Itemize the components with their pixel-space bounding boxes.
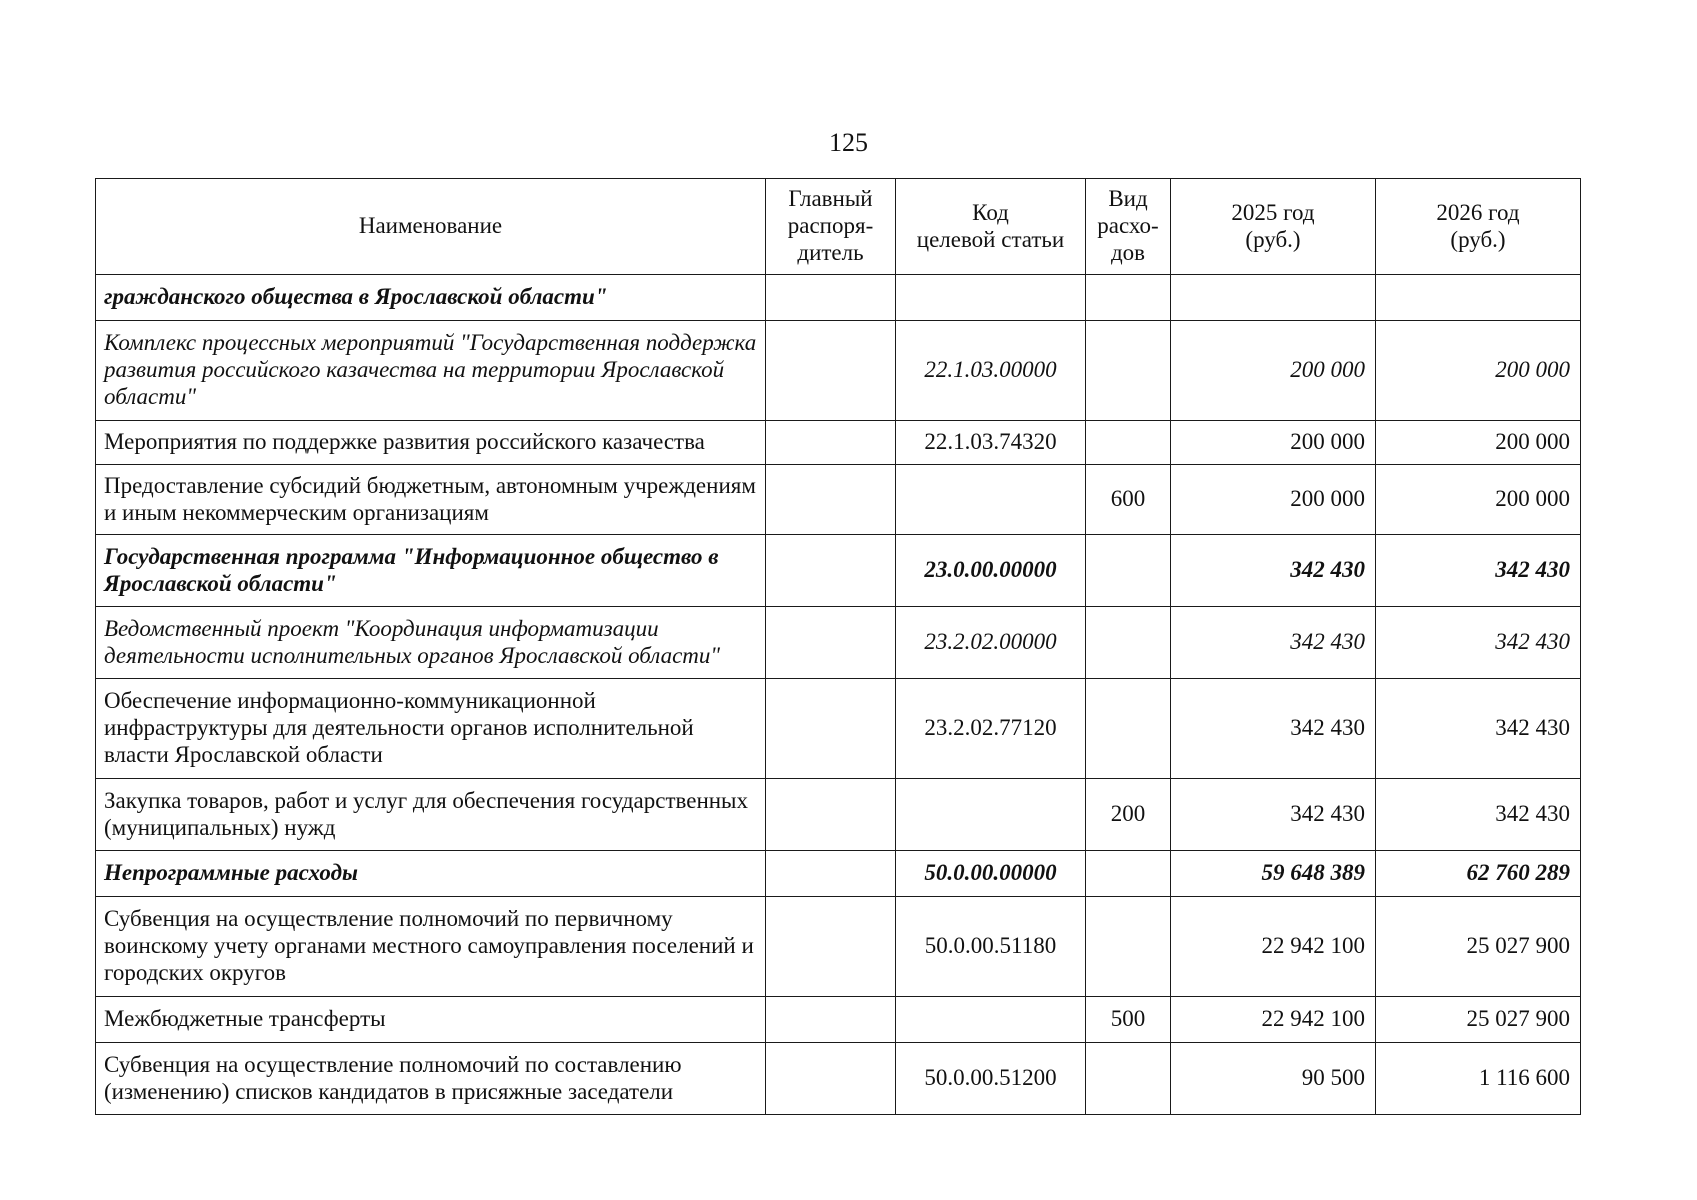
row-2025: 90 500	[1171, 1043, 1376, 1115]
row-code	[896, 465, 1086, 535]
budget-table	[95, 178, 1581, 1115]
row-2026: 200 000	[1376, 421, 1581, 465]
row-2025: 200 000	[1171, 421, 1376, 465]
row-chief	[766, 321, 896, 421]
row-name: Закупка товаров, работ и услуг для обеспечения государственных (муниципальных) нужд	[96, 779, 766, 851]
table-row	[96, 851, 1581, 897]
table-row	[96, 421, 1581, 465]
row-chief	[766, 535, 896, 607]
row-2025: 59 648 389	[1171, 851, 1376, 897]
row-code: 50.0.00.51200	[896, 1043, 1086, 1115]
table-row	[96, 997, 1581, 1043]
row-code: 23.2.02.00000	[896, 607, 1086, 679]
row-kind	[1086, 851, 1171, 897]
row-kind	[1086, 421, 1171, 465]
row-2026: 200 000	[1376, 321, 1581, 421]
row-kind	[1086, 321, 1171, 421]
row-kind: 200	[1086, 779, 1171, 851]
row-kind: 600	[1086, 465, 1171, 535]
row-name: Предоставление субсидий бюджетным, автономным учреждениям и иным некоммерческим организациям	[96, 465, 766, 535]
row-2025: 342 430	[1171, 607, 1376, 679]
row-2025: 342 430	[1171, 679, 1376, 779]
row-chief	[766, 421, 896, 465]
row-kind	[1086, 607, 1171, 679]
row-2026: 342 430	[1376, 679, 1581, 779]
table-row	[96, 465, 1581, 535]
row-2026: 25 027 900	[1376, 997, 1581, 1043]
header-year-2026: 2026 год (руб.)	[1376, 179, 1581, 275]
header-chief-manager: Главный распоря- дитель	[766, 179, 896, 275]
page-number: 125	[829, 128, 868, 157]
header-target-code: Код целевой статьи	[896, 179, 1086, 275]
row-chief	[766, 851, 896, 897]
row-chief	[766, 897, 896, 997]
row-2025: 22 942 100	[1171, 997, 1376, 1043]
table-row	[96, 679, 1581, 779]
row-2026: 62 760 289	[1376, 851, 1581, 897]
row-kind: 500	[1086, 997, 1171, 1043]
row-code	[896, 997, 1086, 1043]
row-code: 23.2.02.77120	[896, 679, 1086, 779]
row-kind	[1086, 679, 1171, 779]
table-row	[96, 321, 1581, 421]
row-2025: 200 000	[1171, 321, 1376, 421]
row-name: Субвенция на осуществление полномочий по первичному воинскому учету органами местного самоуправления поселений и городских округов	[96, 897, 766, 997]
row-name: Комплекс процессных мероприятий "Государственная поддержка развития российского казачества на территории Ярославской области"	[96, 321, 766, 421]
row-name: Государственная программа "Информационное общество в Ярославской области"	[96, 535, 766, 607]
row-chief	[766, 465, 896, 535]
row-chief	[766, 679, 896, 779]
table-row	[96, 779, 1581, 851]
table-row	[96, 275, 1581, 321]
row-kind	[1086, 897, 1171, 997]
row-2025	[1171, 275, 1376, 321]
row-chief	[766, 607, 896, 679]
table-row	[96, 897, 1581, 997]
row-2026: 342 430	[1376, 607, 1581, 679]
row-chief	[766, 1043, 896, 1115]
row-name: Обеспечение информационно-коммуникационной инфраструктуры для деятельности органов исполнительной власти Ярославской области	[96, 679, 766, 779]
row-chief	[766, 779, 896, 851]
row-name: Мероприятия по поддержке развития российского казачества	[96, 421, 766, 465]
row-code: 22.1.03.00000	[896, 321, 1086, 421]
row-chief	[766, 997, 896, 1043]
row-name: Межбюджетные трансферты	[96, 997, 766, 1043]
row-code: 50.0.00.00000	[896, 851, 1086, 897]
row-code: 23.0.00.00000	[896, 535, 1086, 607]
row-2026: 200 000	[1376, 465, 1581, 535]
row-2026: 25 027 900	[1376, 897, 1581, 997]
header-year-2025: 2025 год (руб.)	[1171, 179, 1376, 275]
table-row	[96, 607, 1581, 679]
row-2026: 1 116 600	[1376, 1043, 1581, 1115]
row-kind	[1086, 1043, 1171, 1115]
row-name: Ведомственный проект "Координация информатизации деятельности исполнительных органов Ярославской области"	[96, 607, 766, 679]
row-name: Субвенция на осуществление полномочий по составлению (изменению) списков кандидатов в присяжные заседатели	[96, 1043, 766, 1115]
row-2025: 22 942 100	[1171, 897, 1376, 997]
row-2026: 342 430	[1376, 535, 1581, 607]
row-2026	[1376, 275, 1581, 321]
row-name: гражданского общества в Ярославской области"	[96, 275, 766, 321]
row-2025: 342 430	[1171, 535, 1376, 607]
row-code	[896, 779, 1086, 851]
row-kind	[1086, 535, 1171, 607]
row-code: 22.1.03.74320	[896, 421, 1086, 465]
table-header-row	[96, 179, 1581, 275]
row-2025: 200 000	[1171, 465, 1376, 535]
row-kind	[1086, 275, 1171, 321]
row-name: Непрограммные расходы	[96, 851, 766, 897]
row-2026: 342 430	[1376, 779, 1581, 851]
table-row	[96, 1043, 1581, 1115]
row-code: 50.0.00.51180	[896, 897, 1086, 997]
header-expense-kind: Вид расхо- дов	[1086, 179, 1171, 275]
table-row	[96, 535, 1581, 607]
header-name: Наименование	[96, 179, 766, 275]
row-2025: 342 430	[1171, 779, 1376, 851]
row-chief	[766, 275, 896, 321]
row-code	[896, 275, 1086, 321]
